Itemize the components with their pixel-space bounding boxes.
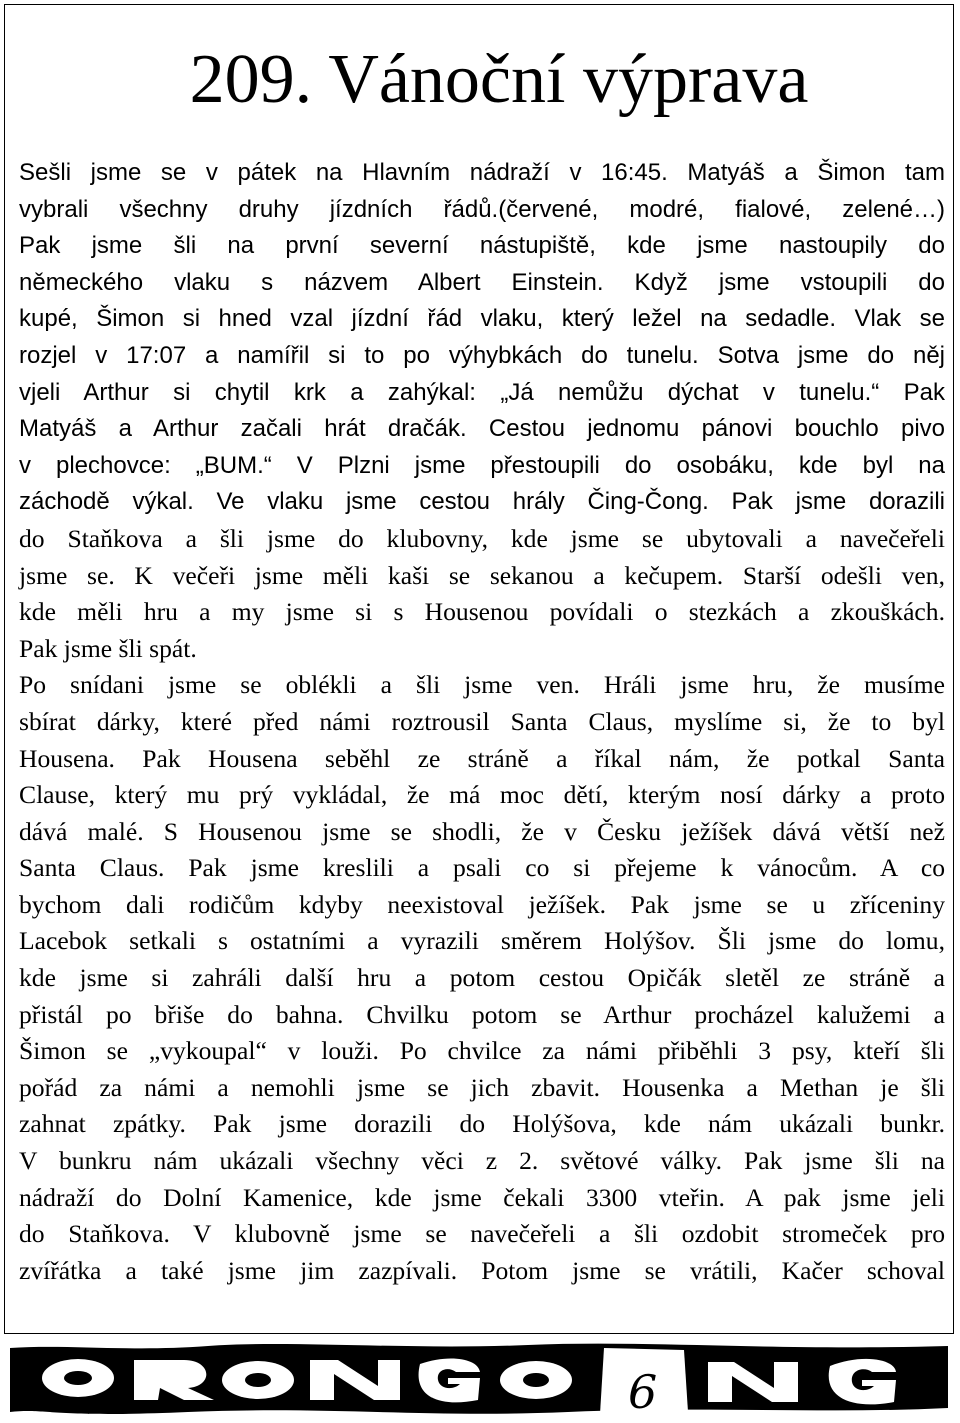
text-line: v plechovce: „BUM.“ V Plzni jsme přestoupili do osobáku, kde byl na bbox=[19, 451, 945, 479]
orongong-footer-logo bbox=[8, 1342, 952, 1418]
text-line: záchodě výkal. Ve vlaku jsme cestou hrály Čing-Čong. Pak jsme dorazili bbox=[19, 488, 945, 516]
text-line: do Staňkova. V klubovně jsme se navečeřeli a šli ozdobit stromeček pro bbox=[19, 1219, 945, 1249]
text-line: přistál po břiše do bahna. Chvilku potom se Arthur procházel kalužemi a bbox=[19, 999, 945, 1029]
text-line: jsme se. K večeři jsme měli kaši se sekanou a kečupem. Starší odešli ven, bbox=[19, 560, 945, 590]
text-line: Sešli jsme se v pátek na Hlavním nádraží v 16:45. Matyáš a Šimon tam bbox=[19, 159, 945, 186]
logo-number: 6 bbox=[628, 1365, 658, 1418]
text-line: Pak jsme šli spát. bbox=[19, 633, 197, 663]
text-line: Šimon se „vykoupal“ v louži. Po chvilce za námi přiběhli 3 psy, kteří šli bbox=[19, 1036, 945, 1066]
text-line: vybrali všechny druhy jízdních řádů.(červené, modré, fialové, zelené…) bbox=[19, 195, 945, 223]
text-line: německého vlaku s názvem Albert Einstein. Když jsme vstoupili do bbox=[19, 268, 945, 296]
text-line: kupé, Šimon si hned vzal jízdní řád vlaku, který ležel na sedadle. Vlak se bbox=[19, 305, 945, 333]
text-line: Po snídani jsme se oblékli a šli jsme ven. Hráli jsme hru, že musíme bbox=[19, 670, 945, 700]
footer-logo-graphic bbox=[8, 1342, 952, 1418]
text-line: do Staňkova a šli jsme do klubovny, kde jsme se ubytovali a navečeřeli bbox=[19, 523, 945, 553]
text-line: nádraží do Dolní Kamenice, kde jsme čekali 3300 vteřin. A pak jsme jeli bbox=[19, 1182, 945, 1212]
text-line: kde jsme si zahráli další hru a potom cestou Opičák sletěl ze stráně a bbox=[19, 963, 945, 993]
text-line: Pak jsme šli na první severní nástupiště, kde jsme nastoupily do bbox=[19, 232, 945, 260]
text-line: Santa Claus. Pak jsme kreslili a psali co si přejeme k vánocům. A co bbox=[19, 853, 945, 883]
text-line: V bunkru nám ukázali všechny věci z 2. světové války. Pak jsme šli na bbox=[19, 1146, 945, 1176]
text-line: Clause, který mu prý vykládal, že má moc dětí, kterým nosí dárky a proto bbox=[19, 780, 945, 810]
page-title: 209. Vánoční výprava bbox=[189, 41, 809, 118]
text-line: dává malé. S Housenou jsme se shodli, že v Česku ježíšek dává větší než bbox=[19, 816, 945, 846]
text-line: Housena. Pak Housena seběhl ze stráně a říkal nám, že potkal Santa bbox=[19, 743, 945, 773]
text-line: vjeli Arthur si chytil krk a zahýkal: „Já nemůžu dýchat v tunelu.“ Pak bbox=[19, 378, 945, 406]
article-body bbox=[19, 155, 945, 1289]
text-line: Matyáš a Arthur začali hrát dračák. Cestou jednomu pánovi bouchlo pivo bbox=[19, 415, 945, 443]
text-line: Lacebok setkali s ostatními a vyrazili směrem Holýšov. Šli jsme do lomu, bbox=[19, 926, 945, 956]
document-page bbox=[4, 4, 954, 1334]
text-line: kde měli hru a my jsme si s Housenou povídali o stezkách a zkouškách. bbox=[19, 597, 945, 627]
text-line: bychom dali rodičům kdyby neexistoval ježíšek. Pak jsme se u zříceniny bbox=[19, 889, 945, 919]
text-line: sbírat dárky, které před námi roztrousil Santa Claus, myslíme si, že to byl bbox=[19, 706, 945, 736]
text-line: pořád za námi a nemohli jsme se jich zbavit. Housenka a Methan je šli bbox=[19, 1072, 945, 1102]
text-line: rozjel v 17:07 a namířil si to po výhybkách do tunelu. Sotva jsme do něj bbox=[19, 341, 945, 369]
text-line: zvířátka a také jsme jim zazpívali. Potom jsme se vrátili, Kačer schoval bbox=[19, 1255, 945, 1285]
text-line: zahnat zpátky. Pak jsme dorazili do Holýšova, kde nám ukázali bunkr. bbox=[19, 1109, 945, 1139]
